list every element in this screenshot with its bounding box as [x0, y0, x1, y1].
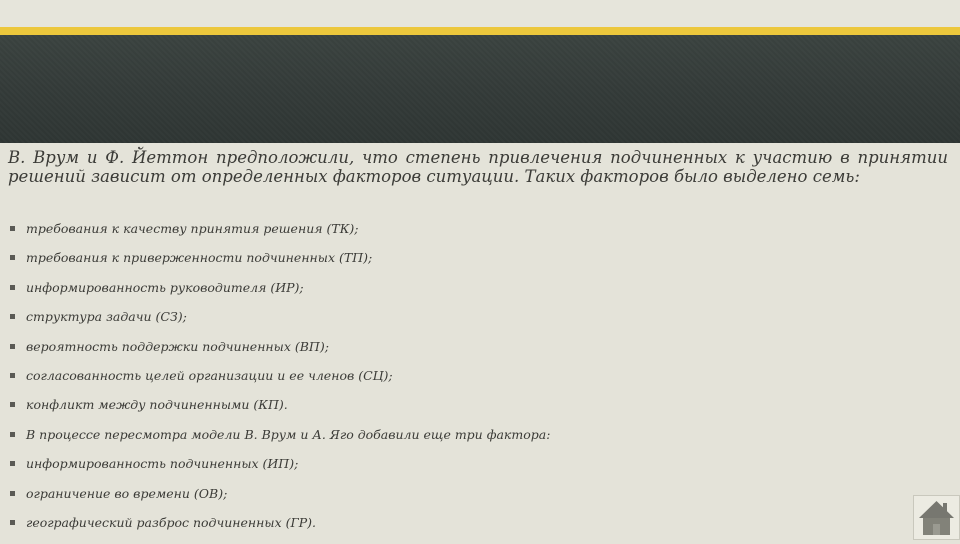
title-band: [0, 35, 960, 143]
bullet-text: вероятность поддержки подчиненных (ВП);: [26, 338, 329, 354]
bullet-text: информированность руководителя (ИР);: [26, 279, 304, 295]
bullet-item: [10, 427, 550, 456]
intro-paragraph: В. Врум и Ф. Йеттон предположили, что степень привлечения подчиненных к участию в принятии решений зависит от определенных факторов ситуации. Таких факторов было выделено семь:: [8, 148, 948, 186]
square-bullet-icon: [10, 402, 15, 407]
square-bullet-icon: [10, 314, 15, 319]
square-bullet-icon: [10, 285, 15, 290]
bullet-item: [10, 250, 550, 279]
bullet-item: [10, 339, 550, 368]
bullet-text: структура задачи (СЗ);: [26, 309, 187, 325]
accent-bar: [0, 27, 960, 35]
home-button[interactable]: [913, 495, 960, 540]
bullet-text: конфликт между подчиненными (КП).: [26, 397, 288, 413]
bullet-text: требования к качеству принятия решения (ТК);: [26, 221, 359, 236]
bullet-item: [10, 456, 550, 485]
bullet-text: согласованность целей организации и ее членов (СЦ);: [26, 367, 393, 383]
bullet-text: требования к приверженности подчиненных (ТП);: [26, 250, 373, 266]
top-strip: [0, 0, 960, 27]
bullet-list: [10, 221, 550, 544]
bullet-text: ограничение во времени (ОВ);: [26, 485, 228, 501]
bullet-item: [10, 309, 550, 338]
bullet-text: информированность подчиненных (ИП);: [26, 456, 299, 472]
bullet-item: [10, 221, 550, 250]
slide-content: [0, 143, 960, 540]
square-bullet-icon: [10, 373, 15, 378]
square-bullet-icon: [10, 226, 15, 231]
bullet-text: В процессе пересмотра модели В. Врум и А. Яго добавили еще три фактора:: [26, 426, 551, 442]
bullet-item: [10, 280, 550, 309]
square-bullet-icon: [10, 255, 15, 260]
bullet-item: [10, 486, 550, 515]
square-bullet-icon: [10, 491, 15, 496]
square-bullet-icon: [10, 461, 15, 466]
square-bullet-icon: [10, 344, 15, 349]
square-bullet-icon: [10, 520, 15, 525]
bullet-item: [10, 368, 550, 397]
bullet-item: [10, 397, 550, 426]
home-icon: [914, 496, 959, 539]
square-bullet-icon: [10, 432, 15, 437]
bullet-text: географический разброс подчиненных (ГР).: [26, 514, 317, 530]
